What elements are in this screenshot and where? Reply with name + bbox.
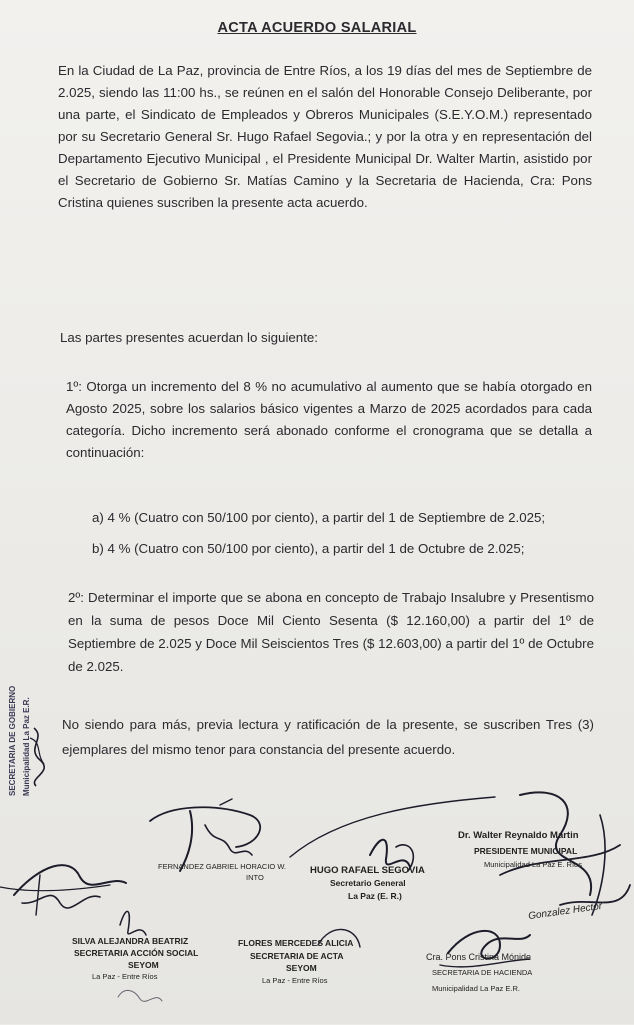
signature-pons-role: SECRETARIA DE HACIENDA <box>432 968 533 977</box>
signature-segovia-name: HUGO RAFAEL SEGOVIA <box>310 865 425 876</box>
signature-martin-name: Dr. Walter Reynaldo Martin <box>458 830 579 841</box>
signature-flores-org: SEYOM <box>286 963 317 973</box>
signature-fernandez-sub: INTO <box>246 873 264 882</box>
signature-martin-role: PRESIDENTE MUNICIPAL <box>474 846 578 856</box>
signature-segovia-place: La Paz (E. R.) <box>348 891 402 901</box>
stamp-line-2: Municipalidad La Paz E.R. <box>22 697 31 796</box>
closing-paragraph: No siendo para más, previa lectura y ratificación de la presente, se suscriben Tres (3) ejemplares del mismo tenor para constancia del presente acuerdo. <box>62 717 594 757</box>
clause-1: 1º: Otorga un incremento del 8 % no acumulativo al aumento que se había otorgado en Agosto 2025, sobre los salarios básico vigentes a Marzo de 2025 acordados para cada categoría. Dicho incremento será abonado conforme el cronograma que se detalla a continuación: <box>66 379 592 460</box>
signature-strokes <box>0 775 634 1025</box>
signature-martin-place: Municipalidad La Paz E. Ríos <box>484 860 582 869</box>
signature-gonzalez-handwritten: Gonzalez Hector <box>527 900 603 923</box>
signature-pons-name: Cra. Pons Cristina Mónide <box>426 952 532 962</box>
document-title: ACTA ACUERDO SALARIAL <box>217 20 417 36</box>
signature-silva-name: SILVA ALEJANDRA BEATRIZ <box>72 936 189 946</box>
agreement-lead: Las partes presentes acuerdan lo siguiente: <box>60 330 318 345</box>
signature-silva-place: La Paz - Entre Ríos <box>92 972 158 981</box>
clause-1-item-b: b) 4 % (Cuatro con 50/100 por ciento), a partir del 1 de Octubre de 2.025; <box>92 541 525 556</box>
signature-segovia-role: Secretario General <box>330 878 406 888</box>
intro-paragraph: En la Ciudad de La Paz, provincia de Entre Ríos, a los 19 días del mes de Septiembre de 2.025, siendo las 11:00 hs., se reúnen en el salón del Honorable Consejo Deliberante, por una parte, el Sindicato de Empleados y Obreros Municipales (S.E.Y.O.M.) representado por su Secretario General Sr. Hugo Rafael Segovia.; y por la otra y en representación del Departamento Ejecutivo Municipal , el Presidente Municipal Dr. Walter Martin, asistido por el Secretario de Gobierno Sr. Matías Camino y la Secretaria de Hacienda, Cra: Pons Cristina quienes suscriben la presente acta acuerdo. <box>58 63 592 210</box>
stamp-line-1: SECRETARIA DE GOBIERNO <box>8 685 17 796</box>
signature-pons-place: Municipalidad La Paz E.R. <box>432 984 520 993</box>
signature-silva-org: SEYOM <box>128 960 159 970</box>
clause-2: 2º: Determinar el importe que se abona en concepto de Trabajo Insalubre y Presentismo en la suma de pesos Doce Mil Ciento Sesenta ($ 12.160,00) a partir del 1º de Septiembre de 2.025 y Doce Mil Seiscientos Tres ($ 12.603,00) a partir del 1º de Octubre de 2.025. <box>68 590 594 674</box>
signature-silva-role: SECRETARIA ACCIÓN SOCIAL <box>74 948 199 958</box>
signature-flores-name: FLORES MERCEDES ALICIA <box>238 938 354 948</box>
signature-flores-place: La Paz - Entre Ríos <box>262 976 328 985</box>
signature-flores-role: SECRETARIA DE ACTA <box>250 951 344 961</box>
signature-fernandez-name: FERNANDEZ GABRIEL HORACIO W. <box>158 862 287 871</box>
clause-1-item-a: a) 4 % (Cuatro con 50/100 por ciento), a partir del 1 de Septiembre de 2.025; <box>92 510 546 525</box>
